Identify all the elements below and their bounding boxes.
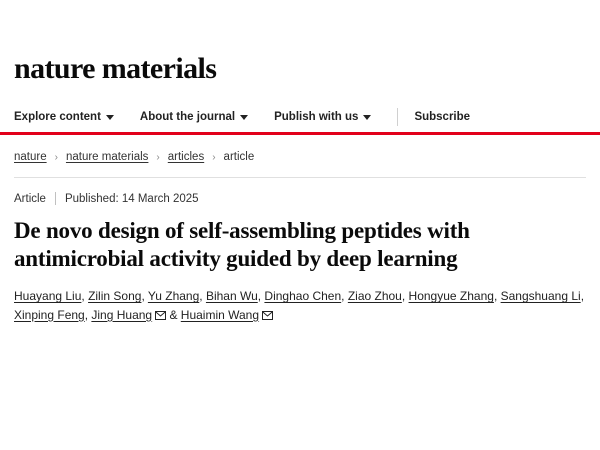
breadcrumb-separator-icon: ›	[156, 151, 160, 163]
author-link[interactable]: Yu Zhang	[147, 289, 200, 304]
article-content	[0, 135, 600, 324]
author-separator: ,	[199, 289, 206, 304]
article-type: Article	[14, 192, 46, 205]
browser-top-band	[0, 0, 600, 38]
author-separator: ,	[141, 289, 148, 304]
chevron-down-icon	[106, 115, 114, 120]
breadcrumb-item-articles[interactable]: articles	[167, 151, 205, 163]
publication-date: Published: 14 March 2025	[64, 192, 199, 205]
masthead	[0, 38, 600, 92]
author-separator: ,	[81, 289, 89, 304]
nav-item-about-the-journal[interactable]	[140, 111, 266, 123]
author-separator: ,	[84, 307, 92, 322]
author-list	[14, 287, 586, 324]
nav-item-publish-with-us[interactable]	[274, 111, 389, 123]
breadcrumb-item-nature[interactable]: nature	[14, 151, 47, 163]
meta-divider	[55, 192, 56, 205]
author-separator: ,	[257, 289, 265, 304]
page-title: De novo design of self-assembling peptides with antimicrobial activity guided by deep learning	[14, 218, 470, 272]
breadcrumb-separator-icon: ›	[212, 151, 216, 163]
breadcrumb-item-nature-materials[interactable]: nature materials	[65, 151, 149, 163]
author-link[interactable]: Jing Huang	[91, 307, 153, 322]
author-link[interactable]: Zilin Song	[88, 289, 142, 304]
breadcrumb	[14, 135, 586, 178]
author-separator: ,	[401, 289, 409, 304]
author-link[interactable]: Hongyue Zhang	[408, 289, 494, 304]
journal-logo[interactable]: nature materials	[14, 52, 217, 85]
chevron-down-icon	[363, 115, 371, 120]
breadcrumb-separator-icon: ›	[54, 151, 58, 163]
nav-label: Subscribe	[414, 111, 471, 123]
author-separator: &	[166, 307, 181, 322]
author-link[interactable]: Dinghao Chen	[264, 289, 342, 304]
email-icon[interactable]	[262, 311, 273, 320]
author-link[interactable]: Ziao Zhou	[347, 289, 402, 304]
email-icon[interactable]	[155, 311, 166, 320]
author-link[interactable]: Huaimin Wang	[180, 307, 260, 322]
author-separator: ,	[493, 289, 501, 304]
author-link[interactable]: Huayang Liu	[14, 289, 82, 304]
chevron-down-icon	[240, 115, 248, 120]
article-meta	[14, 178, 586, 215]
nav-item-explore-content[interactable]	[14, 111, 132, 123]
author-link[interactable]: Sangshuang Li	[500, 289, 581, 304]
nav-divider	[397, 108, 398, 126]
nav-label: Publish with us	[274, 111, 359, 123]
main-navigation	[0, 102, 600, 135]
author-link[interactable]: Bihan Wu	[205, 289, 258, 304]
breadcrumb-item-article: article	[223, 151, 255, 163]
nav-item-subscribe[interactable]	[414, 111, 488, 123]
author-separator: ,	[580, 289, 585, 304]
nav-label: Explore content	[14, 111, 101, 123]
author-separator: ,	[341, 289, 348, 304]
nav-label: About the journal	[139, 111, 236, 123]
author-link[interactable]: Xinping Feng	[14, 307, 85, 322]
